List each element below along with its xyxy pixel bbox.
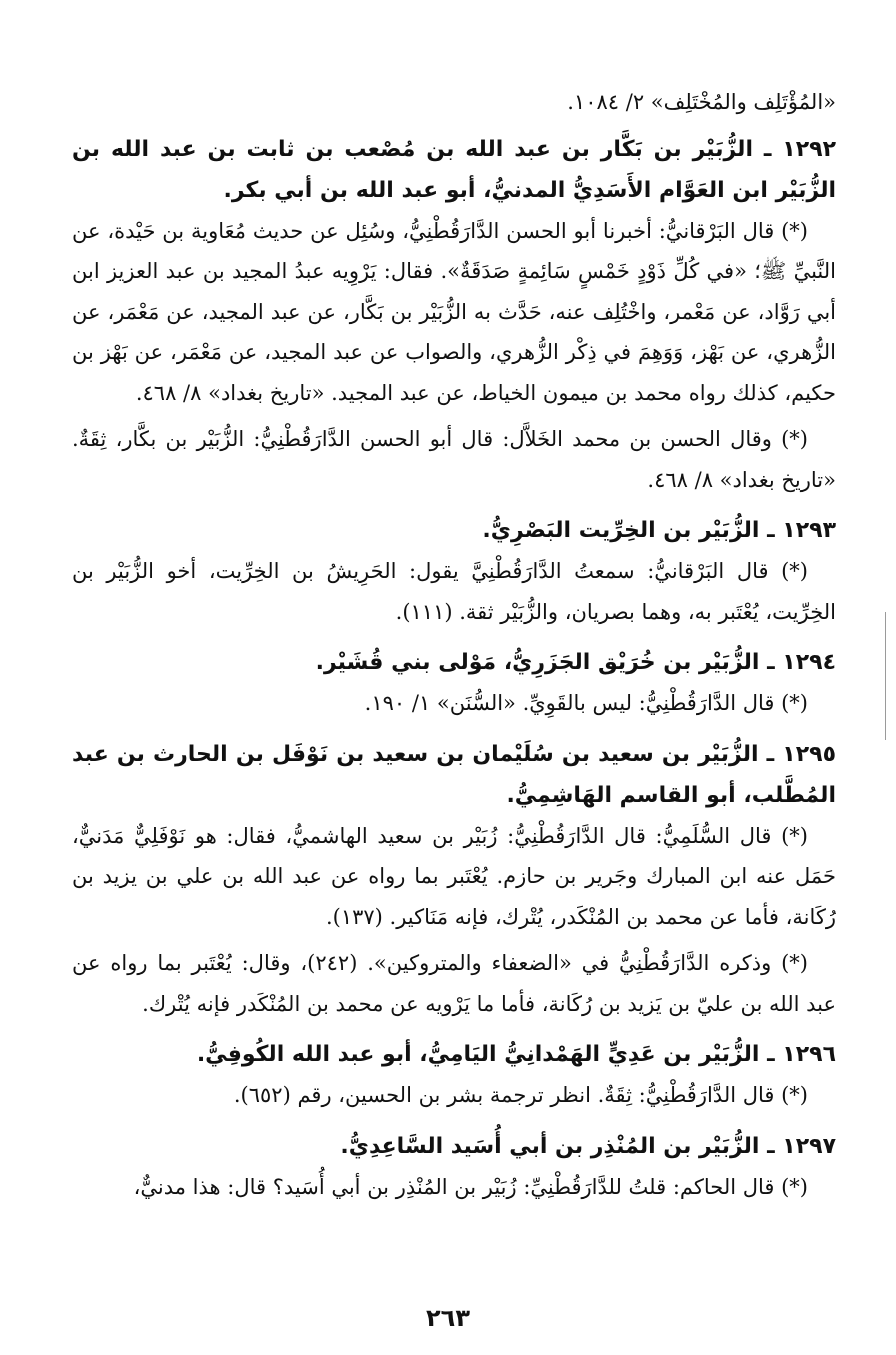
entry-heading-1297: ١٢٩٧ ـ الزُّبَيْر بن المُنْذِر بن أبي أُسَيد السَّاعِدِيُّ. <box>340 1133 836 1159</box>
entry-heading-1295: ١٢٩٥ ـ الزُّبَيْر بن سعيد بن سُلَيْمان بن سعيد بن نَوْفَل بن الحارث بن عبد المُطَّلب، أبو القاسم الهَاشِمِيُّ. <box>72 741 836 808</box>
comment-paragraph: (*) قال الحاكم: قلتُ للدَّارَقُطْنِيِّ: زُبَيْر بن المُنْذِر بن أبي أُسَيد؟ قال: هذا مدنيٌّ، <box>133 1174 808 1199</box>
entry-heading-1293: ١٢٩٣ ـ الزُّبَيْر بن الخِرِّيت البَصْرِيُّ. <box>482 518 836 543</box>
entry-heading-1292: ١٢٩٢ ـ الزُّبَيْر بن بَكَّار بن عبد الله بن مُصْعب بن ثابت بن عبد الله بن الزُّبَيْر ابن العَوَّام الأَسَدِيُّ المدنيُّ، أبو عبد الله بن أبي بكر. <box>72 136 836 203</box>
comment-paragraph: (*) قال البَرْقانيُّ: سمعتُ الدَّارَقُطْنِيَّ يقول: الحَرِيشُ بن الخِرِّيت، أخو الزُّبَيْر بن الخِرِّيت، يُعْتَبر به، وهما بصريان، والزُّبَيْر ثقة. (١١١). <box>72 559 836 624</box>
comment-paragraph: (*) قال البَرْقانيُّ: أخبرنا أبو الحسن الدَّارَقُطْنِيُّ، وسُئِل عن حديث مُعَاوية بن حَيْدة، عن النَّبيِّ ﷺ؛ «في كُلِّ ذَوْدٍ خَمْسٍ سَائِمةٍ صَدَقَةٌ». فقال: يَرْوِيه عبدُ المجيد بن عبد العزيز ابن أبي رَوَّاد، عن مَعْمر، واخْتُلِف عنه، حَدَّث به الزُّبَيْر بن بَكَّار، عن عبد المجيد، عن مَعْمَر، عن الزُّهري، عن بَهْز، وَوَهِمَ في ذِكْر الزُّهري، والصواب عن عبد المجيد، عن مَعْمَر، عن بَهْز بن حكيم، كذلك رواه محمد بن ميمون الخياط، عن عبد المجيد. «تاريخ بغداد» ٨/ ٤٦٨. <box>72 218 836 405</box>
comment-paragraph: (*) قال السُّلَمِيُّ: قال الدَّارَقُطْنِيُّ: زُبَيْر بن سعيد الهاشميُّ، فقال: هو نَوْفَلِيٌّ مَدَنيٌّ، حَمَل عنه ابن المبارك وجَرير بن حازم. يُعْتَبر بما رواه عن عبد الله بن علي بن يزيد بن رُكَانة، فأما عن محمد بن المُنْكَدر، يُتْرك، فإنه مَنَاكير. (١٣٧). <box>72 823 836 929</box>
comment-paragraph: (*) قال الدَّارَقُطْنِيُّ: ثِقَةٌ. انظر ترجمة بشر بن الحسين، رقم (٦٥٢). <box>233 1083 808 1107</box>
comment-paragraph: (*) وذكره الدَّارَقُطْنِيُّ في «الضعفاء والمتروكين». (٢٤٢)، وقال: يُعْتَبر بما رواه عن عبد الله بن عليّ بن يَزيد بن رُكَانة، فأما ما يَرْويه عن محمد بن المُنْكَدر فإنه يُتْرك. <box>72 951 836 1016</box>
entry-heading-1296: ١٢٩٦ ـ الزُّبَيْر بن عَدِيٍّ الهَمْدانِيُّ اليَامِيُّ، أبو عبد الله الكُوفِيُّ. <box>196 1042 836 1067</box>
citation-continued: «المُؤْتَلِف والمُخْتَلِف» ٢/ ١٠٨٤. <box>567 90 836 114</box>
comment-paragraph: (*) قال الدَّارَقُطْنِيُّ: ليس بالقَوِيِّ. «السُّنَن» ١/ ١٩٠. <box>364 691 808 715</box>
entry-heading-1294: ١٢٩٤ ـ الزُّبَيْر بن خُرَيْق الجَزَرِيُّ، مَوْلى بني قُشَيْر. <box>315 650 836 675</box>
page-number: ٢٦٣ <box>426 1304 470 1332</box>
comment-paragraph: (*) وقال الحسن بن محمد الخَلاَّل: قال أبو الحسن الدَّارَقُطْنِيُّ: الزُّبَيْر بن بكَّار، ثِقَةٌ. «تاريخ بغداد» ٨/ ٤٦٨. <box>72 427 836 492</box>
page-edge-shadow <box>885 612 886 740</box>
